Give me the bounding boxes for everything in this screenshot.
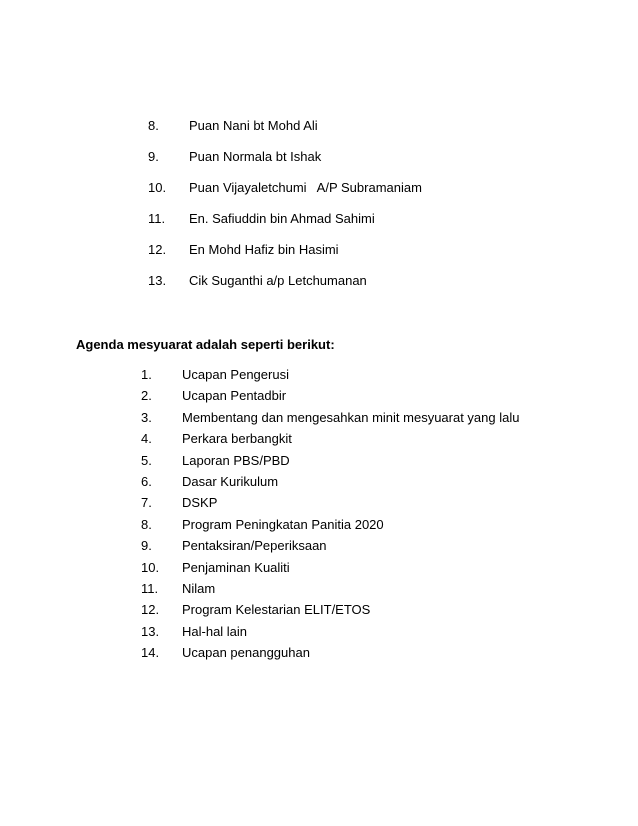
attendee-row bbox=[0, 273, 638, 304]
attendee-row bbox=[0, 180, 638, 211]
agenda-item-number: 6. bbox=[141, 473, 152, 489]
agenda-item bbox=[0, 453, 638, 474]
agenda-item-text: Program Peningkatan Panitia 2020 bbox=[182, 516, 384, 532]
attendee-row bbox=[0, 118, 638, 149]
agenda-item bbox=[0, 474, 638, 495]
attendee-row bbox=[0, 211, 638, 242]
agenda-item-number: 10. bbox=[141, 559, 160, 575]
attendee-number: 10. bbox=[148, 180, 167, 195]
agenda-item bbox=[0, 495, 638, 516]
attendee-list bbox=[0, 118, 638, 304]
attendee-number: 13. bbox=[148, 273, 167, 288]
agenda-item-number: 5. bbox=[141, 452, 152, 468]
agenda-item bbox=[0, 517, 638, 538]
attendee-name: En Mohd Hafiz bin Hasimi bbox=[189, 242, 339, 257]
agenda-item-text: DSKP bbox=[182, 495, 218, 511]
agenda-item bbox=[0, 431, 638, 452]
agenda-item-number: 4. bbox=[141, 431, 152, 447]
agenda-item-text: Nilam bbox=[182, 580, 216, 596]
attendee-name: Puan Normala bt Ishak bbox=[189, 149, 322, 164]
agenda-item-number: 9. bbox=[141, 538, 152, 554]
attendee-row bbox=[0, 149, 638, 180]
agenda-item-number: 2. bbox=[141, 388, 152, 404]
attendee-name: En. Safiuddin bin Ahmad Sahimi bbox=[189, 211, 375, 226]
agenda-item bbox=[0, 560, 638, 581]
agenda-item bbox=[0, 624, 638, 645]
agenda-item-text: Laporan PBS/PBD bbox=[182, 452, 290, 468]
agenda-item-number: 13. bbox=[141, 623, 160, 639]
attendee-number: 8. bbox=[148, 118, 159, 133]
attendee-name: Puan Vijayaletchumi A/P Subramaniam bbox=[189, 180, 422, 195]
agenda-item bbox=[0, 367, 638, 388]
agenda-item-number: 12. bbox=[141, 602, 160, 618]
agenda-item-text: Program Kelestarian ELIT/ETOS bbox=[182, 602, 371, 618]
attendee-number: 9. bbox=[148, 149, 159, 164]
agenda-item bbox=[0, 645, 638, 666]
attendee-name: Puan Nani bt Mohd Ali bbox=[189, 118, 318, 133]
agenda-item-text: Dasar Kurikulum bbox=[182, 473, 279, 489]
agenda-item-number: 8. bbox=[141, 516, 152, 532]
agenda-item-text: Hal-hal lain bbox=[182, 623, 248, 639]
agenda-item-text: Ucapan Pengerusi bbox=[182, 367, 289, 382]
agenda-item-number: 1. bbox=[141, 367, 152, 382]
attendee-row bbox=[0, 242, 638, 273]
agenda-item-text: Perkara berbangkit bbox=[182, 431, 292, 447]
agenda-list bbox=[0, 367, 638, 666]
agenda-item bbox=[0, 388, 638, 409]
agenda-item bbox=[0, 602, 638, 623]
attendee-name: Cik Suganthi a/p Letchumanan bbox=[189, 273, 367, 288]
agenda-item-number: 11. bbox=[141, 580, 159, 596]
attendee-number: 12. bbox=[148, 242, 167, 257]
agenda-item-text: Membentang dan mengesahkan minit mesyuarat yang lalu bbox=[182, 409, 520, 425]
agenda-item-number: 14. bbox=[141, 645, 160, 661]
agenda-item-text: Ucapan Pentadbir bbox=[182, 388, 287, 404]
agenda-item-text: Pentaksiran/Peperiksaan bbox=[182, 538, 327, 554]
agenda-item-number: 3. bbox=[141, 409, 152, 425]
agenda-item-text: Penjaminan Kualiti bbox=[182, 559, 290, 575]
agenda-item-number: 7. bbox=[141, 495, 152, 511]
agenda-item bbox=[0, 410, 638, 431]
attendee-number: 11. bbox=[148, 211, 166, 226]
agenda-item-text: Ucapan penangguhan bbox=[182, 645, 310, 661]
agenda-item bbox=[0, 581, 638, 602]
agenda-item bbox=[0, 538, 638, 559]
agenda-heading: Agenda mesyuarat adalah seperti berikut: bbox=[76, 337, 335, 352]
